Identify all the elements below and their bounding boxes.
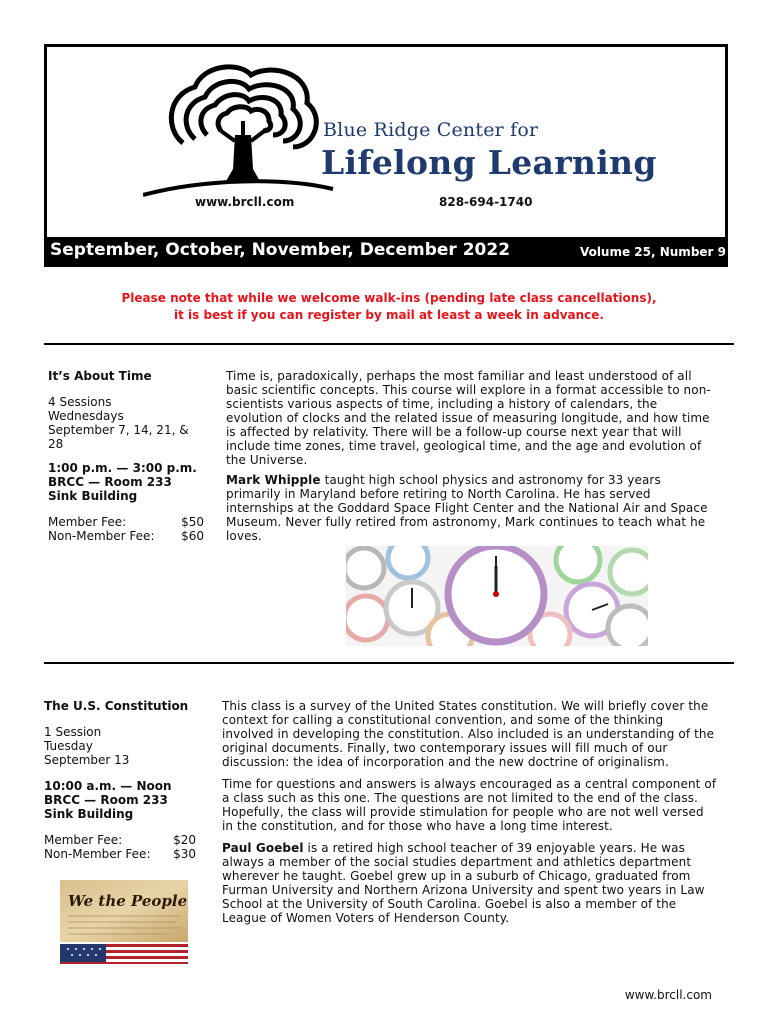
course-2-nonmember-fee-row <box>44 847 196 861</box>
course-1-building: Sink Building <box>48 489 138 503</box>
course-1-dates: September 7, 14, 21, & 28 <box>48 423 189 451</box>
course-2-body <box>222 699 718 931</box>
nonmember-fee-label: Non-Member Fee: <box>44 847 151 861</box>
course-2-day: Tuesday <box>44 739 93 753</box>
registration-notice <box>44 290 734 324</box>
course-1-member-fee-row <box>48 515 204 529</box>
course-2-member-fee-row <box>44 833 196 847</box>
issue-volume: Volume 25, Number 9 <box>579 245 726 259</box>
we-the-people-image <box>60 880 188 964</box>
nonmember-fee-value: $60 <box>181 529 204 543</box>
section-divider <box>44 343 734 345</box>
course-1-nonmember-fee-row <box>48 529 204 543</box>
nonmember-fee-value: $30 <box>173 847 196 861</box>
course-2-sidebar <box>44 699 196 861</box>
org-name-line1: Blue Ridge Center for <box>323 119 539 141</box>
course-1-day: Wednesdays <box>48 409 124 423</box>
course-1-sessions: 4 Sessions <box>48 395 112 409</box>
instructor-bio: taught high school physics and astronomy for 33 years primarily in Maryland before retiring to North Carolina. He has served internships at the Goddard Space Flight Center and the National Air and Space Museum. Never fully retired from astronomy, Mark continues to teach what he loves. <box>226 473 708 543</box>
course-1-sidebar <box>48 369 204 543</box>
masthead <box>44 44 728 242</box>
course-1-description: Time is, paradoxically, perhaps the most familiar and least understood of all basic scientific concepts. This course will explore in a format accessible to non-scientists various aspects of time, including a history of calendars, the evolution of clocks and the related issue of measuring longitude, and how time is affected by relativity. There will be a follow-up course next year that will include time zones, time travel, geological time, and the age and evolution of the Universe. <box>226 369 711 467</box>
tree-logo-icon <box>143 51 343 201</box>
course-2-sessions: 1 Session <box>44 725 102 739</box>
course-2-description-2: Time for questions and answers is always encouraged as a central component of a class such as this one. The questions are not limited to the end of the class. Hopefully, the class will provide stimulation for people who are not well versed in the constitution, and for those who have a long time interest. <box>222 777 717 833</box>
instructor-name: Mark Whipple <box>226 473 321 487</box>
section-divider <box>44 662 734 664</box>
course-2-instructor <box>222 841 718 925</box>
course-2-description-1: This class is a survey of the United States constitution. We will briefly cover the context for calling a constitutional convention, and some of the thinking involved in developing the constitution. Also included is an understanding of the original documents. Finally, two contemporary issues will fill much of our discussion: the idea of incorporation and the new doctrine of originalism. <box>222 699 715 769</box>
member-fee-value: $50 <box>181 515 204 529</box>
clocks-image <box>346 546 648 646</box>
course-1-body <box>226 369 714 549</box>
footer-website-link[interactable]: www.brcll.com <box>624 988 712 1002</box>
org-name-line2: Lifelong Learning <box>321 143 657 182</box>
we-the-people-text: We the People <box>68 892 188 910</box>
course-1-time: 1:00 p.m. — 3:00 p.m. <box>48 461 197 475</box>
member-fee-label: Member Fee: <box>44 833 123 847</box>
course-2-building: Sink Building <box>44 807 134 821</box>
nonmember-fee-label: Non-Member Fee: <box>48 529 155 543</box>
header-phone: 828-694-1740 <box>439 195 533 209</box>
instructor-bio: is a retired high school teacher of 39 enjoyable years. He was always a member of the social studies department and athletics department wherever he taught. Goebel grew up in a suburb of Chicago, graduated from Furman University and Northern Arizona University and spent two years in Law School at the University of South Carolina. Goebel is also a member of the League of Women Voters of Henderson County. <box>222 841 705 925</box>
course-1-location: BRCC — Room 233 <box>48 475 172 489</box>
instructor-name: Paul Goebel <box>222 841 304 855</box>
course-2-location: BRCC — Room 233 <box>44 793 168 807</box>
member-fee-value: $20 <box>173 833 196 847</box>
course-2-time: 10:00 a.m. — Noon <box>44 779 172 793</box>
issue-title-bar <box>44 237 728 267</box>
header-website-link[interactable]: www.brcll.com <box>195 195 295 209</box>
member-fee-label: Member Fee: <box>48 515 127 529</box>
notice-line-2: it is best if you can register by mail at least a week in advance. <box>174 308 604 322</box>
course-2-title: The U.S. Constitution <box>44 699 189 713</box>
notice-line-1: Please note that while we welcome walk-ins (pending late class cancellations), <box>121 291 657 305</box>
course-1-title: It’s About Time <box>48 369 152 383</box>
issue-season: September, October, November, December 2022 <box>50 240 511 260</box>
course-2-dates: September 13 <box>44 753 130 767</box>
course-1-instructor <box>226 473 714 543</box>
